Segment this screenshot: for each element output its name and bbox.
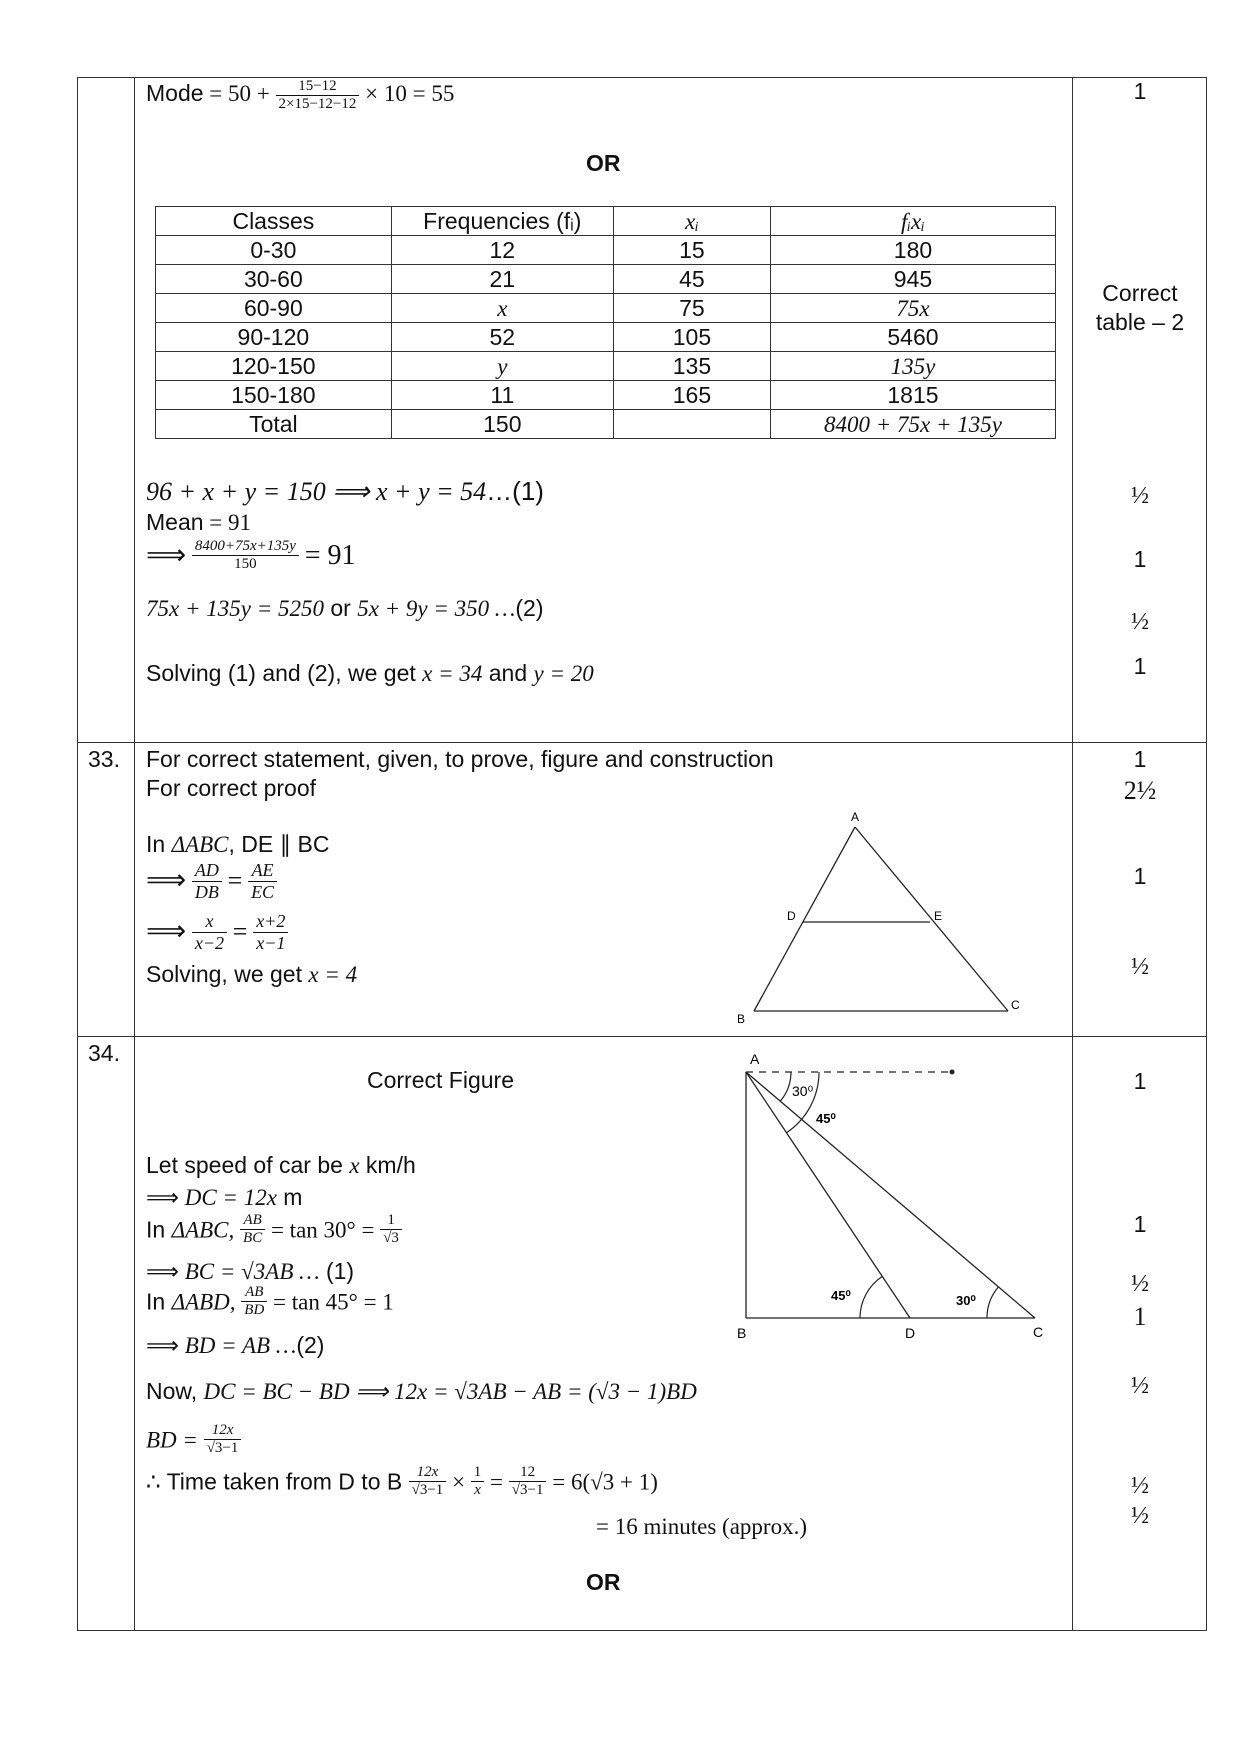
table-header-cell: Frequencies (fᵢ): [391, 207, 613, 236]
mode-formula: Mode = 50 + $\frac{15-12}{2\times 15-12-12}$ × 10 = 55: [146, 78, 455, 113]
equation-1: 96 + x + y = 150 ⟹ x + y = 54…(1): [146, 476, 544, 506]
table-cell: 135y: [770, 352, 1055, 381]
arc-45-at-a: [787, 1072, 820, 1133]
q33-in-triangle: In ΔABC, DE ∥ BC: [146, 831, 330, 857]
q34-time: ∴ Time taken from D to B $\frac{12x}{√3-1}$ × $\frac{1}{x}$ = $\frac{12}{√3-1}$ = 6(√3 + 1): [146, 1464, 658, 1499]
marks-33-proof: 2½: [1123, 776, 1157, 805]
table-header-cell: xᵢ: [613, 207, 770, 236]
table-cell: 135: [613, 352, 770, 381]
vertex-label-a: A: [851, 810, 860, 824]
q34-bd-eq: ⟹ BD = AB …(2): [146, 1332, 325, 1358]
table-cell: 12: [391, 236, 613, 265]
marks-table-line2: table – 2: [1095, 309, 1185, 335]
table-cell: 180: [770, 236, 1055, 265]
q34-now: Now, DC = BC − BD ⟹ 12x = √3AB − AB = (√3 − 1)BD: [146, 1378, 697, 1404]
q33-solution: Solving, we get x = 4: [146, 961, 358, 987]
table-cell: x: [391, 294, 613, 323]
marks-34-tan30: 1: [1133, 1211, 1147, 1237]
table-cell: 15: [613, 236, 770, 265]
sightline-endpoint: [950, 1070, 955, 1075]
table-cell: 30-60: [156, 265, 392, 294]
q34-correct-figure: Correct Figure: [367, 1067, 514, 1093]
marks-34-tan45: 1: [1133, 1302, 1147, 1331]
marks-column-divider: [1072, 77, 1073, 1631]
side-ac: [855, 827, 1008, 1011]
table-cell: 0-30: [156, 236, 392, 265]
qno-column-divider: [134, 77, 135, 1631]
table-row: [156, 352, 1056, 381]
table-row: [156, 236, 1056, 265]
line-ac: [746, 1072, 1035, 1318]
table-row: [156, 381, 1056, 410]
vertex-label-d: D: [905, 1325, 916, 1341]
table-cell: Total: [156, 410, 392, 439]
table-row: [156, 323, 1056, 352]
table-cell: 105: [613, 323, 770, 352]
table-cell: 45: [613, 265, 770, 294]
row-divider-34: [77, 1036, 1207, 1037]
angles-of-depression-figure: [730, 1050, 1060, 1350]
mean-equation: ⟹ $\frac{8400+75x+135y}{150}$ = 91: [146, 538, 356, 573]
table-header-row: [156, 207, 1056, 236]
q33-line2: For correct proof: [146, 775, 316, 801]
angle-label-30-c: 30⁰: [956, 1293, 976, 1308]
triangle-de-parallel-bc-figure: [725, 805, 1035, 1030]
vertex-label-c: C: [1033, 1324, 1044, 1340]
mode-fraction: $\frac{15-12}{2\times 15-12-12}$: [276, 78, 360, 114]
vertex-label-d: D: [787, 909, 796, 923]
q34-dc: ⟹ DC = 12x m: [146, 1184, 303, 1210]
solution-line: Solving (1) and (2), we get x = 34 and y = 20: [146, 660, 594, 686]
q33-ratio-2: ⟹ $\frac{x}{x-2}$ = $\frac{x+2}{x-1}$: [146, 911, 288, 953]
marks-mode: 1: [1133, 78, 1147, 104]
marks-34-now: ½: [1131, 1373, 1149, 1399]
arc-30-at-c: [987, 1287, 998, 1318]
table-cell: 5460: [770, 323, 1055, 352]
mean-fraction: $\frac{8400+75x+135y}{150}$: [192, 538, 299, 574]
vertex-label-a: A: [750, 1051, 760, 1067]
table-cell: 75: [613, 294, 770, 323]
table-cell: 52: [391, 323, 613, 352]
vertex-label-c: C: [1011, 998, 1020, 1012]
table-cell: 1815: [770, 381, 1055, 410]
table-cell: 945: [770, 265, 1055, 294]
table-cell: 150: [391, 410, 613, 439]
marks-eq2: ½: [1131, 609, 1149, 635]
q33-line1: For correct statement, given, to prove, figure and construction: [146, 746, 774, 772]
angle-label-45-d: 45⁰: [831, 1288, 851, 1303]
equation-2: 75x + 135y = 5250 or 5x + 9y = 350 …(2): [146, 595, 544, 621]
table-cell: y: [391, 352, 613, 381]
question-number-33: 33.: [88, 746, 120, 772]
table-cell: [613, 410, 770, 439]
marks-34-time: ½: [1131, 1473, 1149, 1499]
marks-34-figure: 1: [1133, 1068, 1147, 1094]
q34-tan30: In ΔABC, $\frac{AB}{BC}$ = tan 30° = $\frac{1}{√3}$: [146, 1212, 402, 1248]
table-cell: 90-120: [156, 323, 392, 352]
marks-34-bc: ½: [1131, 1271, 1149, 1297]
vertex-label-b: B: [737, 1012, 746, 1026]
or-separator-1: OR: [586, 150, 621, 176]
vertex-label-e: E: [934, 909, 943, 923]
table-cell: 60-90: [156, 294, 392, 323]
table-row: [156, 265, 1056, 294]
table-cell: 120-150: [156, 352, 392, 381]
marks-33-solution: ½: [1131, 954, 1149, 980]
table-cell: 75x: [770, 294, 1055, 323]
table-cell: 150-180: [156, 381, 392, 410]
table-cell: 11: [391, 381, 613, 410]
q34-bd-value: BD = $\frac{12x}{√3-1}$: [146, 1422, 241, 1458]
table-cell: 8400 + 75x + 135y: [770, 410, 1055, 439]
q34-bc-eq: ⟹ BC = √3AB … (1): [146, 1258, 355, 1284]
angle-label-45-a: 45⁰: [816, 1111, 836, 1126]
marks-solution: 1: [1133, 653, 1147, 679]
table-header-cell: fᵢxᵢ: [770, 207, 1055, 236]
marks-33-statement: 1: [1133, 746, 1147, 772]
row-divider-33: [77, 742, 1207, 743]
marks-eq1: ½: [1131, 483, 1149, 509]
table-header-cell: Classes: [156, 207, 392, 236]
marks-mean: 1: [1133, 546, 1147, 572]
arc-30-at-a: [780, 1072, 791, 1101]
marks-33-ratio: 1: [1133, 863, 1147, 889]
side-ab: [754, 827, 855, 1011]
q33-ratio-1: ⟹ $\frac{AD}{DB}$ = $\frac{AE}{EC}$: [146, 860, 277, 902]
marks-table-line1: Correct: [1102, 280, 1178, 306]
mean-line: Mean = 91: [146, 509, 252, 535]
angle-label-30-a: 30⁰: [792, 1083, 814, 1099]
arc-45-at-d: [860, 1276, 882, 1318]
table-cell: 165: [613, 381, 770, 410]
question-number-34: 34.: [88, 1040, 120, 1066]
table-row: [156, 294, 1056, 323]
table-row: [156, 410, 1056, 439]
line-ad: [746, 1072, 910, 1318]
q34-minutes: = 16 minutes (approx.): [596, 1514, 807, 1539]
q34-speed: Let speed of car be x km/h: [146, 1152, 416, 1178]
marks-34-minutes: ½: [1131, 1503, 1149, 1529]
q34-tan45: In ΔABD, $\frac{AB}{BD}$ = tan 45° = 1: [146, 1284, 394, 1319]
vertex-label-b: B: [737, 1325, 747, 1341]
table-cell: 21: [391, 265, 613, 294]
or-separator-2: OR: [586, 1569, 621, 1595]
frequency-table: [155, 206, 1056, 439]
